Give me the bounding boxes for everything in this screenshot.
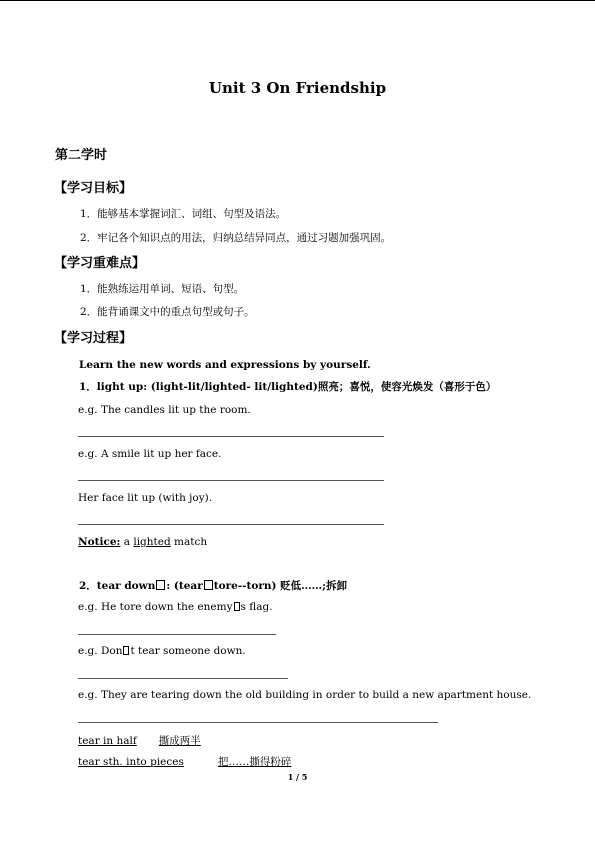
answer-line: [78, 678, 288, 679]
entry2-phrase-2: [78, 754, 291, 769]
entry1-example-2: e.g. A smile lit up her face.: [78, 448, 222, 460]
answer-line: [78, 436, 384, 437]
phrase-2-chinese: 把……撕得粉碎: [217, 756, 292, 768]
entry2-example-1-part-2: s flag.: [240, 601, 273, 613]
page-number: 1 / 5: [287, 772, 308, 782]
notice-rest: match: [174, 536, 208, 548]
top-border-rule: [0, 0, 595, 1]
difficulties-heading: 【学习重难点】: [54, 256, 146, 271]
process-heading: 【学习过程】: [54, 331, 133, 346]
period-heading: 第二学时: [55, 148, 108, 163]
entry2-example-3: e.g. They are tearing down the old building in order to build a new apartment house.: [78, 689, 532, 701]
entry2-heading-part-1: 2．tear down: [79, 580, 156, 592]
phrase-1-chinese: 撕成两半: [158, 735, 201, 747]
entry2-heading: [79, 578, 347, 593]
notice-article: a: [123, 536, 130, 548]
missing-glyph-box: [204, 580, 213, 590]
process-intro: Learn the new words and expressions by yourself.: [79, 359, 371, 371]
entry2-example-2-part-2: t tear someone down.: [130, 645, 246, 657]
missing-glyph-box: [123, 646, 129, 655]
entry1-example-1: e.g. The candles lit up the room.: [78, 404, 251, 416]
entry1-example-3: Her face lit up (with joy).: [78, 492, 213, 504]
difficulties-item-2: 2．能背诵课文中的重点句型或句子。: [80, 306, 255, 318]
missing-glyph-box: [156, 580, 165, 590]
entry2-example-2: [78, 645, 246, 657]
goals-item-2: 2．牢记各个知识点的用法，归纳总结异同点，通过习题加强巩固。: [80, 232, 392, 244]
notice-word: lighted: [133, 536, 171, 548]
notice-label: Notice:: [78, 536, 121, 548]
answer-line: [78, 524, 384, 525]
phrase-1-english: tear in half: [78, 735, 137, 747]
answer-line: [78, 480, 384, 481]
entry2-example-1-part-1: e.g. He tore down the enemy: [78, 601, 233, 613]
entry1-heading: 1．light up: (light-lit/lighted- lit/lighted)照亮；喜悦，使容光焕发（喜形于色）: [79, 381, 497, 393]
answer-line: [78, 634, 276, 635]
document-title: Unit 3 On Friendship: [208, 79, 387, 97]
entry2-example-1: [78, 601, 273, 613]
difficulties-item-1: 1．能熟练运用单词、短语、句型。: [80, 283, 245, 295]
entry2-heading-part-3: tore--torn) 贬低……;拆卸: [213, 580, 348, 592]
entry2-example-2-part-1: e.g. Don: [78, 645, 123, 657]
entry1-notice: [78, 536, 207, 548]
answer-line: [78, 722, 438, 723]
phrase-2-english: tear sth. into pieces: [78, 756, 184, 768]
goals-heading: 【学习目标】: [54, 181, 133, 196]
goals-item-1: 1．能够基本掌握词汇、词组、句型及语法。: [80, 208, 287, 220]
entry2-phrase-1: [78, 733, 201, 748]
missing-glyph-box: [234, 602, 240, 611]
entry2-heading-part-2: : (tear: [166, 580, 203, 592]
